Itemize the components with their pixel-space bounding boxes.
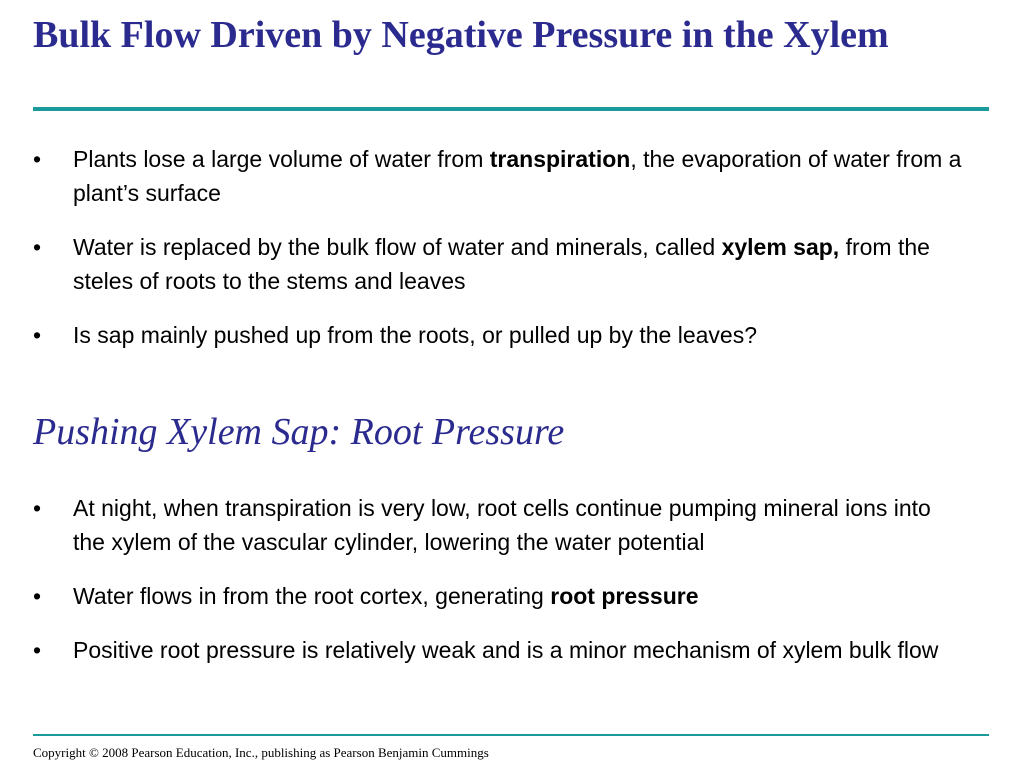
bullet-text: Positive root pressure is relatively weak and is a minor mechanism of xylem bulk flow: [73, 637, 939, 663]
bullet-item-minor-mechanism: [33, 633, 968, 667]
bullet-marker: •: [33, 322, 42, 348]
bold-term-root-pressure: root pressure: [550, 583, 699, 609]
bullet-marker: •: [33, 146, 42, 172]
footer-divider: [33, 734, 989, 736]
bullet-item-question: [33, 318, 968, 352]
bullet-list-transpiration: [33, 142, 968, 372]
bullet-marker: •: [33, 234, 42, 260]
bullet-text: , the evaporation of water from a plant’s surface: [73, 146, 962, 206]
bullet-item-root-pressure: [33, 579, 968, 613]
bold-term-xylem-sap: xylem sap,: [721, 234, 840, 260]
bullet-marker: •: [33, 583, 42, 609]
bullet-list-root-pressure: [33, 491, 968, 687]
bullet-marker: •: [33, 495, 42, 521]
bullet-marker: •: [33, 637, 42, 663]
bullet-item-xylem-sap: [33, 230, 968, 298]
bullet-text: Water is replaced by the bulk flow of water and minerals, called: [73, 234, 722, 260]
bullet-text: Water flows in from the root cortex, generating: [73, 583, 551, 609]
bullet-item-night-pumping: [33, 491, 968, 559]
bold-term-transpiration: transpiration: [489, 146, 631, 172]
copyright-notice: Copyright © 2008 Pearson Education, Inc., publishing as Pearson Benjamin Cummings: [33, 745, 489, 760]
bullet-text: from the steles of roots to the stems and leaves: [73, 234, 930, 294]
title-divider: [33, 107, 989, 111]
section-heading-root-pressure: Pushing Xylem Sap: Root Pressure: [33, 411, 565, 453]
bullet-text: Is sap mainly pushed up from the roots, or pulled up by the leaves?: [73, 322, 758, 348]
slide-title: Bulk Flow Driven by Negative Pressure in the Xylem: [33, 14, 889, 56]
bullet-text: At night, when transpiration is very low, root cells continue pumping mineral ions into the xylem of the vascular cylinder, lowering the water potential: [73, 495, 931, 555]
bullet-item-transpiration: [33, 142, 968, 210]
bullet-text: Plants lose a large volume of water from: [73, 146, 490, 172]
